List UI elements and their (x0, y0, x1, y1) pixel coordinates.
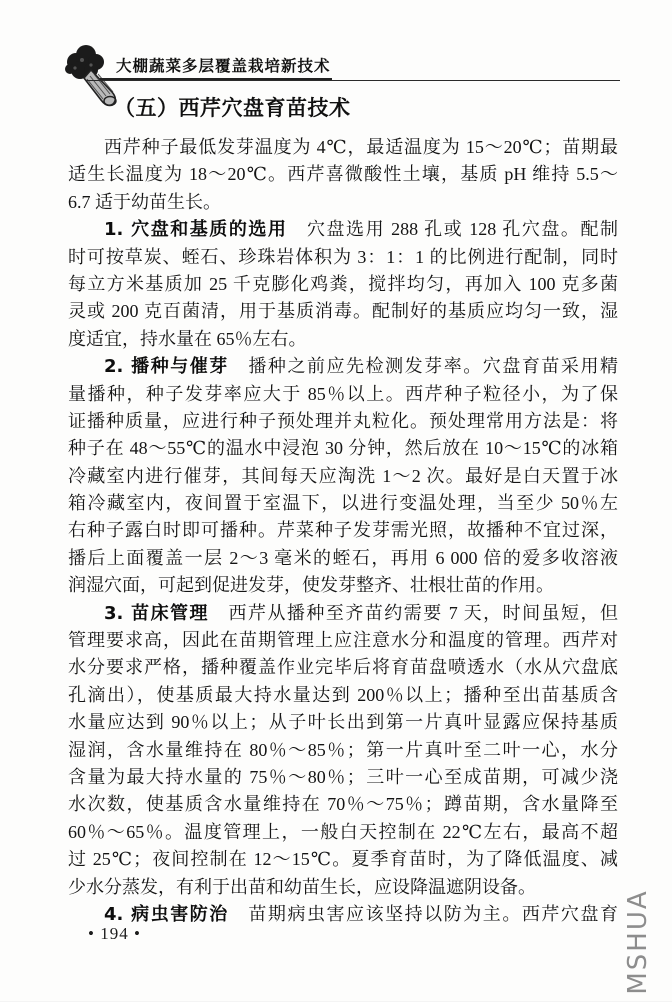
text-line: 1. 穴盘和基质的选用 穴盘选用 288 孔或 128 孔穴盘。配制 (104, 219, 618, 241)
text-line: 60％～65％。温度管理上，一般白天控制在 22℃左右，最高不超 (68, 821, 618, 842)
text-line: 3. 苗床管理 西芹从播种至齐苗约需要 7 天，时间虽短，但 (104, 602, 618, 624)
book-title: 大棚蔬菜多层覆盖栽培新技术 (116, 57, 331, 75)
text-line: 孔滴出），使基质最大持水量达到 200％以上；播种至出苗基质含 (68, 684, 618, 705)
inline-heading: 1. 穴盘和基质的选用 (104, 219, 288, 241)
text-line: 箱冷藏室内，夜间置于室温下，以进行变温处理，当至少 50％左 (68, 493, 618, 514)
text-line: 每立方米基质加 25 千克膨化鸡粪，搅拌均匀，再加入 100 克多菌 (68, 273, 618, 294)
text-line: 水分要求严格，播种覆盖作业完毕后将育苗盘喷透水（水从穴盘底 (68, 657, 618, 678)
text-line: 冷藏室内进行催芽，其间每天应淘洗 1～2 次。最好是白天置于冰 (68, 465, 618, 486)
text-line: 种子在 48～55℃的温水中浸泡 30 分钟，然后放在 10～15℃的冰箱 (68, 438, 618, 459)
inline-heading: 4. 病虫害防治 (104, 903, 229, 925)
text-line: 适生长温度为 18～20℃。西芹喜微酸性土壤，基质 pH 维持 5.5～ (68, 164, 618, 185)
text-line: 湿润，含水量维持在 80％～85％；第一片真叶至二叶一心，水分 (68, 739, 618, 760)
text-line: 播后上面覆盖一层 2～3 毫米的蛭石，再用 6 000 倍的爱多收溶液 (68, 547, 618, 568)
text-line: 4. 病虫害防治 苗期病虫害应该坚持以防为主。西芹穴盘育 (104, 903, 618, 925)
text-line: 右种子露白时即可播种。芹菜种子发芽需光照，故播种不宜过深， (68, 520, 618, 541)
text-line: 管理要求高，因此在苗期管理上应注意水分和温度的管理。西芹对 (68, 630, 618, 651)
text-line: 6.7 适于幼苗生长。 (68, 191, 221, 212)
section-title: （五）西芹穴盘育苗技术 (114, 96, 351, 120)
text-line: 2. 播种与催芽 播种之前应先检测发芽率。穴盘育苗采用精 (104, 356, 618, 378)
text-line: 时可按草炭、蛭石、珍珠岩体积为 3：1：1 的比例进行配制，同时 (68, 246, 618, 267)
text-line: 量播种，种子发芽率应大于 85％以上。西芹种子粒径小，为了保 (68, 383, 618, 404)
text-line: 西芹种子最低发芽温度为 4℃，最适温度为 15～20℃；苗期最 (104, 137, 618, 157)
text-line: 少水分蒸发，有利于出苗和幼苗生长，应设降温遮阴设备。 (68, 876, 536, 897)
watermark: MSHUA (623, 889, 653, 995)
text-line: 润湿穴面，可起到促进发芽，使发芽整齐、壮根壮苗的作用。 (68, 575, 554, 596)
text-line: 灵或 200 克百菌清，用于基质消毒。配制好的基质应均匀一致，湿 (68, 301, 618, 322)
text-line: 水次数，使基质含水量维持在 70％～75％；蹲苗期，含水量降至 (68, 794, 618, 815)
text-line: 度适宜，持水量在 65％左右。 (68, 328, 307, 349)
page-number: • 194 • (88, 924, 141, 943)
body-text (68, 134, 618, 928)
text-line: 证播种质量，应进行种子预处理并丸粒化。预处理常用方法是：将 (68, 410, 618, 431)
inline-heading: 2. 播种与催芽 (104, 356, 229, 378)
inline-heading: 3. 苗床管理 (104, 602, 210, 624)
text-line: 含量为最大持水量的 75％～80％；三叶一心至成苗期，可减少浇 (68, 766, 618, 787)
text-line: 水量应达到 90％以上；从子叶长出到第一片真叶显露应保持基质 (68, 712, 618, 733)
header-rule (86, 80, 620, 81)
text-line: 过 25℃；夜间控制在 12～15℃。夏季育苗时，为了降低温度、减 (68, 849, 618, 870)
